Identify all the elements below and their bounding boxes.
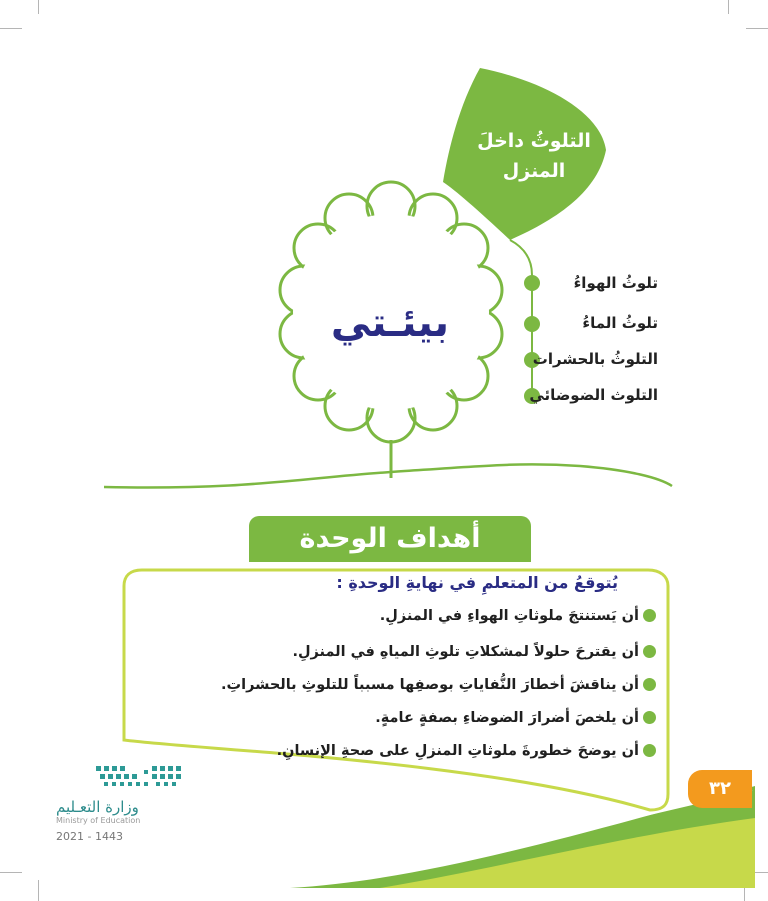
objective-item: أن يوضحَ خطورةَ ملوثاتِ المنزلِ على صحةِ الإنسانِ.	[277, 743, 656, 759]
topic-item: تلوثُ الهواءُ	[573, 274, 658, 292]
objective-item: أن يلخصَ أضرارَ الضوضاءِ بصفةٍ عامةٍ.	[375, 710, 656, 726]
ministry-name-english: Ministry of Education	[56, 816, 141, 825]
topic-dot	[524, 275, 540, 291]
objectives-heading: يُتوقعُ من المتعلمِ في نهايةِ الوحدةِ :	[336, 573, 618, 592]
topic-item: التلوثُ بالحشرات	[532, 350, 658, 368]
objective-item: أن يقترحَ حلولاً لمشكلاتِ تلوثِ المياهِ في المنزلِ.	[292, 644, 656, 660]
bullet-icon	[643, 744, 656, 757]
unit-title: بيئـتي	[330, 300, 450, 346]
lesson-title-line2: المنزل	[502, 160, 566, 182]
objective-item: أن يناقشَ أخطارَ النُّفاياتِ بوصفِها مسبباً للتلوثِ بالحشراتِ.	[221, 677, 656, 693]
topic-item: تلوثُ الماءُ	[582, 314, 658, 332]
edition-year: 2021 - 1443	[56, 830, 123, 843]
objective-item: أن يَستنتجَ ملوثاتِ الهواءِ في المنزلِ.	[380, 608, 656, 624]
topic-item: التلوث الضوضائي	[529, 386, 658, 404]
ministry-name-arabic: وزارة التعـليم	[56, 798, 139, 816]
objectives-banner: أهداف الوحدة	[249, 516, 531, 562]
lesson-title-line1: التلوثُ داخلَ	[477, 130, 591, 152]
bullet-icon	[643, 711, 656, 724]
bullet-icon	[643, 609, 656, 622]
bullet-icon	[643, 678, 656, 691]
lesson-title	[464, 126, 604, 186]
ground-curve	[104, 464, 672, 487]
topic-dot	[524, 316, 540, 332]
page-number: ٣٢	[688, 770, 752, 808]
ministry-logo-icon	[96, 766, 181, 786]
bullet-icon	[643, 645, 656, 658]
